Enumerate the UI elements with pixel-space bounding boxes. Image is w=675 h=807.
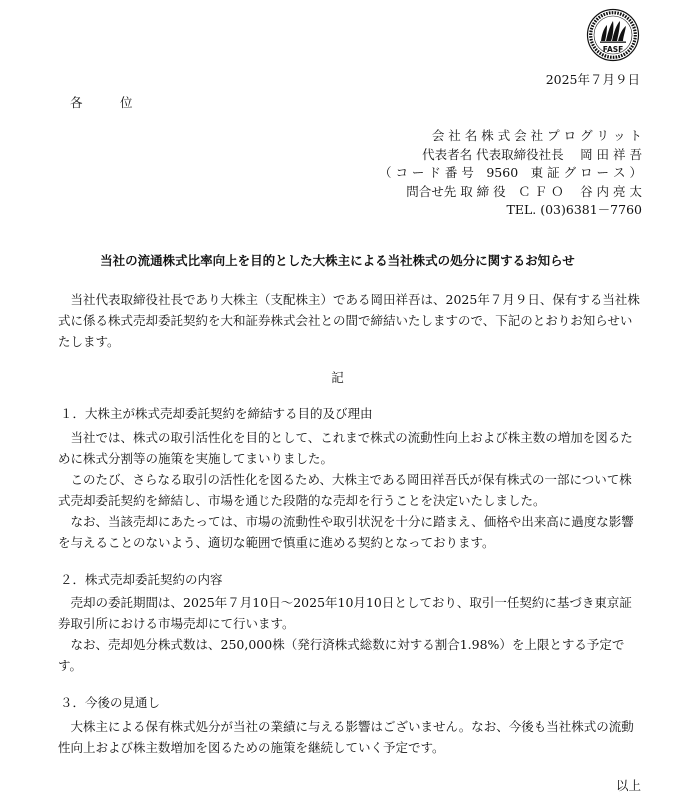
document-title: 当社の流通株式比率向上を目的とした大株主による当社株式の処分に関するお知らせ [100, 253, 575, 268]
logo-text: FASF [602, 45, 624, 54]
section-1-paragraph-2: このたび、さらなる取引の活性化を図るため、大株主である岡田祥吾氏が保有株式の一部について株式売却委託契約を締結し、市場を通じた段階的な売却を行うことを決定いたしました。 [58, 472, 632, 508]
section-1-paragraph-3: なお、当該売却にあたっては、市場の流動性や取引状況を十分に踏まえ、価格や出来高に過度な影響を与えることのないよう、適切な範囲で慎重に進める契約となっております。 [58, 514, 634, 550]
section-2-paragraph-1: 売却の委託期間は、2025年７月10日～2025年10月10日としており、取引一任契約に基づき東京証券取引所における市場売却にて行います。 [58, 595, 632, 631]
sender-code: （ コ ー ド 番 号 9560 東 証 グ ロ ー ス ） [378, 165, 642, 180]
section-2-paragraph-2: なお、売却処分株式数は、250,000株（発行済株式総数に対する割合1.98%）を上限とする予定です。 [58, 637, 625, 673]
ki-marker: 記 [331, 370, 344, 385]
sender-company: 会 社 名 株 式 会 社 プ ロ グ リ ッ ト [431, 128, 642, 143]
section-1-heading: １．大株主が株式売却委託契約を締結する目的及び理由 [60, 406, 373, 421]
section-1-paragraph-1: 当社では、株式の取引活性化を目的として、これまで株式の流動性向上および株主数の増加を図るために株式分割等の施策を実施してまいりました。 [58, 430, 633, 466]
section-2-heading: ２．株式売却委託契約の内容 [60, 572, 223, 587]
section-3-heading: ３．今後の見通し [60, 695, 161, 710]
section-3-paragraph-1: 大株主による保有株式処分が当社の業績に与える影響はございません。なお、今後も当社株式の流動性向上および株主数増加を図るための施策を継続していく予定です。 [58, 719, 634, 755]
closing-mark: 以上 [615, 778, 641, 793]
fasf-logo-icon [586, 8, 640, 62]
document-date: 2025年７月９日 [545, 72, 640, 87]
intro-paragraph: 当社代表取締役社長であり大株主（支配株主）である岡田祥吾は、2025年７月９日、保有する当社株式に係る株式売却委託契約を大和証券株式会社との間で締結いたしますので、下記のとおりお知らせいたします。 [58, 292, 640, 349]
sender-tel: TEL. (03)6381－7760 [506, 202, 642, 217]
sender-representative: 代表者名 代表取締役社長 岡 田 祥 吾 [422, 146, 642, 162]
sender-info [379, 127, 642, 220]
addressee: 各位 [70, 95, 171, 110]
sender-contact: 問合せ先 取 締 役 Ｃ Ｆ Ｏ 谷 内 亮 太 [406, 183, 642, 199]
